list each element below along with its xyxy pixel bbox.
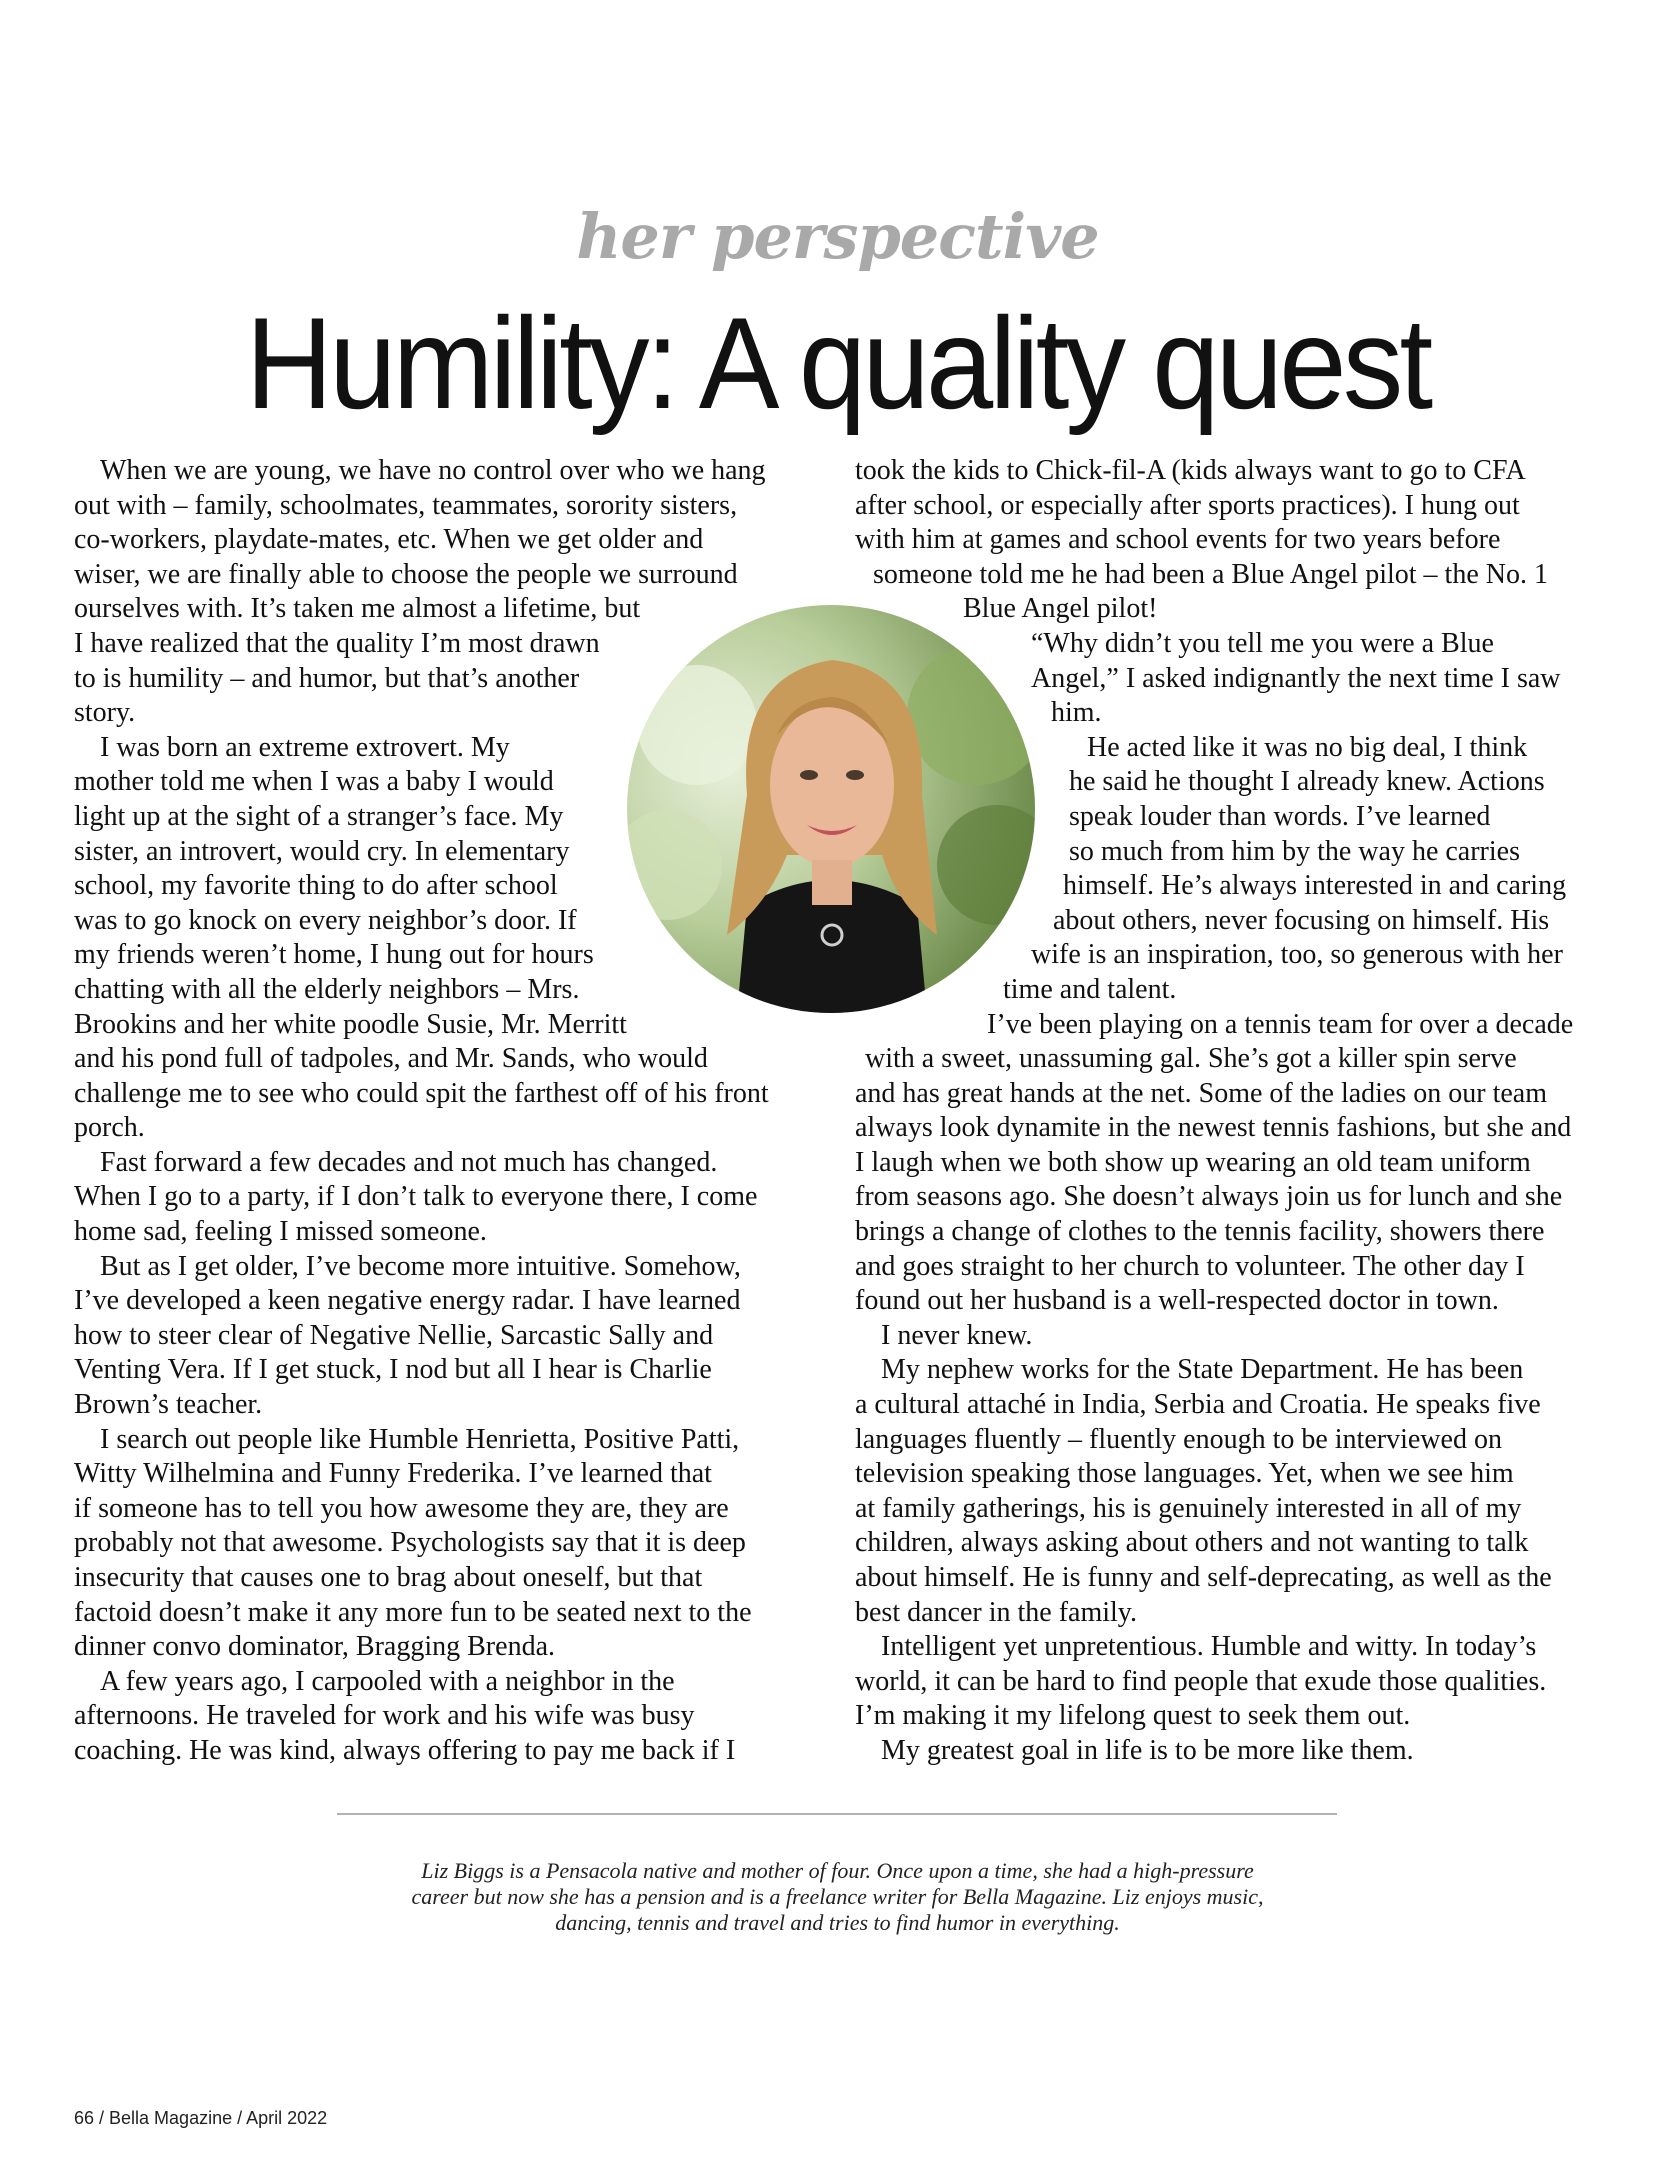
- body-line: Brown’s teacher.: [74, 1389, 263, 1421]
- body-line: I never knew.: [881, 1319, 1033, 1351]
- body-line: so much from him by the way he carries: [1069, 835, 1520, 867]
- body-line: coaching. He was kind, always offering to pay me back if I: [74, 1734, 736, 1766]
- page-folio: 66 / Bella Magazine / April 2022: [74, 2108, 328, 2128]
- body-line: Angel,” I asked indignantly the next time I saw: [1031, 662, 1561, 694]
- body-line: brings a change of clothes to the tennis facility, showers there: [855, 1216, 1545, 1248]
- bio-line: career but now she has a pension and is a freelance writer for Bella Magazine. Liz enjoys music,: [411, 1884, 1264, 1909]
- body-line: chatting with all the elderly neighbors – Mrs.: [74, 973, 580, 1005]
- body-line: to is humility – and humor, but that’s another: [74, 662, 580, 694]
- body-line: A few years ago, I carpooled with a neighbor in the: [100, 1665, 675, 1697]
- body-line: probably not that awesome. Psychologists say that it is deep: [74, 1527, 746, 1559]
- body-line: When I go to a party, if I don’t talk to everyone there, I come: [74, 1181, 758, 1213]
- body-line: at family gatherings, his is genuinely interested in all of my: [855, 1492, 1522, 1524]
- body-line: languages fluently – fluently enough to be interviewed on: [855, 1423, 1502, 1455]
- body-line: Venting Vera. If I get stuck, I nod but all I hear is Charlie: [74, 1354, 712, 1386]
- body-line: co-workers, playdate-mates, etc. When we get older and: [74, 524, 704, 556]
- body-line: and goes straight to her church to volunteer. The other day I: [855, 1250, 1525, 1282]
- body-line: if someone has to tell you how awesome they are, they are: [74, 1492, 729, 1524]
- article-headline: Humility: A quality quest: [245, 290, 1430, 436]
- bio-line: dancing, tennis and travel and tries to find humor in everything.: [555, 1910, 1120, 1935]
- body-line: found out her husband is a well-respected doctor in town.: [855, 1285, 1499, 1317]
- body-line: wife is an inspiration, too, so generous with her: [1031, 939, 1563, 971]
- body-line: best dancer in the family.: [855, 1596, 1137, 1628]
- body-line: time and talent.: [1003, 973, 1177, 1005]
- bio-line: Liz Biggs is a Pensacola native and mother of four. Once upon a time, she had a high-pressure: [421, 1858, 1254, 1883]
- body-line: I was born an extreme extrovert. My: [100, 731, 510, 763]
- body-line: My greatest goal in life is to be more like them.: [881, 1734, 1414, 1766]
- body-line: challenge me to see who could spit the farthest off of his front: [74, 1077, 769, 1109]
- body-line: I’ve been playing on a tennis team for over a decade: [987, 1008, 1574, 1040]
- body-line: about others, never focusing on himself. His: [1053, 904, 1550, 936]
- body-line: after school, or especially after sports practices). I hung out: [855, 489, 1520, 521]
- body-line: world, it can be hard to find people that exude those qualities.: [855, 1665, 1547, 1697]
- body-line: But as I get older, I’ve become more intuitive. Somehow,: [100, 1250, 741, 1282]
- body-line: afternoons. He traveled for work and his wife was busy: [74, 1700, 695, 1732]
- body-line: him.: [1051, 697, 1102, 729]
- body-line: Witty Wilhelmina and Funny Frederika. I’ve learned that: [74, 1458, 712, 1490]
- body-line: I have realized that the quality I’m most drawn: [74, 627, 600, 659]
- body-line: a cultural attaché in India, Serbia and Croatia. He speaks five: [855, 1389, 1541, 1421]
- body-line: with him at games and school events for two years before: [855, 524, 1501, 556]
- body-line: Intelligent yet unpretentious. Humble and witty. In today’s: [881, 1631, 1537, 1663]
- body-line: ourselves with. It’s taken me almost a lifetime, but: [74, 593, 641, 625]
- divider-rule: [337, 1813, 1337, 1815]
- body-line: always look dynamite in the newest tennis fashions, but she and: [855, 1112, 1572, 1144]
- body-line: I’m making it my lifelong quest to seek them out.: [855, 1700, 1411, 1732]
- body-line: I’ve developed a keen negative energy radar. I have learned: [74, 1285, 741, 1317]
- author-bio: [300, 1858, 1375, 1936]
- body-line: porch.: [74, 1112, 145, 1144]
- body-line: wiser, we are finally able to choose the people we surround: [74, 558, 738, 590]
- body-line: When we are young, we have no control over who we hang: [100, 455, 766, 486]
- article-column-right: [855, 454, 1615, 1769]
- body-line: and his pond full of tadpoles, and Mr. Sands, who would: [74, 1043, 708, 1075]
- body-line: school, my favorite thing to do after school: [74, 870, 558, 902]
- body-line: someone told me he had been a Blue Angel pilot – the No. 1: [873, 558, 1548, 590]
- body-line: he said he thought I already knew. Actions: [1069, 766, 1545, 798]
- body-line: was to go knock on every neighbor’s door. If: [74, 904, 577, 936]
- body-line: insecurity that causes one to brag about oneself, but that: [74, 1562, 703, 1593]
- body-line: Brookins and her white poodle Susie, Mr. Merritt: [74, 1008, 627, 1040]
- body-line: story.: [74, 697, 136, 729]
- body-line: took the kids to Chick-fil-A (kids always want to go to CFA: [855, 455, 1526, 486]
- body-line: television speaking those languages. Yet, when we see him: [855, 1458, 1514, 1490]
- body-line: Fast forward a few decades and not much has changed.: [100, 1146, 718, 1178]
- body-line: out with – family, schoolmates, teammates, sorority sisters,: [74, 489, 738, 521]
- body-line: sister, an introvert, would cry. In elementary: [74, 835, 570, 867]
- body-line: He acted like it was no big deal, I think: [1087, 731, 1528, 763]
- body-line: factoid doesn’t make it any more fun to be seated next to the: [74, 1596, 752, 1628]
- body-line: my friends weren’t home, I hung out for hours: [74, 939, 594, 971]
- section-kicker: her perspective: [576, 200, 1099, 273]
- body-line: dinner convo dominator, Bragging Brenda.: [74, 1631, 555, 1663]
- body-line: speak louder than words. I’ve learned: [1069, 800, 1491, 832]
- body-line: with a sweet, unassuming gal. She’s got a killer spin serve: [865, 1043, 1517, 1075]
- body-line: “Why didn’t you tell me you were a Blue: [1031, 627, 1494, 659]
- body-line: about himself. He is funny and self-deprecating, as well as the: [855, 1562, 1552, 1593]
- body-line: mother told me when I was a baby I would: [74, 766, 554, 798]
- body-line: I search out people like Humble Henrietta, Positive Patti,: [100, 1423, 740, 1455]
- body-line: and has great hands at the net. Some of the ladies on our team: [855, 1077, 1548, 1109]
- body-line: I laugh when we both show up wearing an old team uniform: [855, 1146, 1531, 1178]
- body-line: Blue Angel pilot!: [963, 593, 1158, 625]
- body-line: home sad, feeling I missed someone.: [74, 1216, 487, 1248]
- body-line: how to steer clear of Negative Nellie, Sarcastic Sally and: [74, 1319, 714, 1351]
- body-line: children, always asking about others and not wanting to talk: [855, 1527, 1529, 1559]
- body-line: light up at the sight of a stranger’s face. My: [74, 800, 564, 832]
- body-line: My nephew works for the State Department. He has been: [881, 1354, 1524, 1386]
- body-line: himself. He’s always interested in and caring: [1063, 870, 1567, 902]
- body-line: from seasons ago. She doesn’t always join us for lunch and she: [855, 1181, 1563, 1213]
